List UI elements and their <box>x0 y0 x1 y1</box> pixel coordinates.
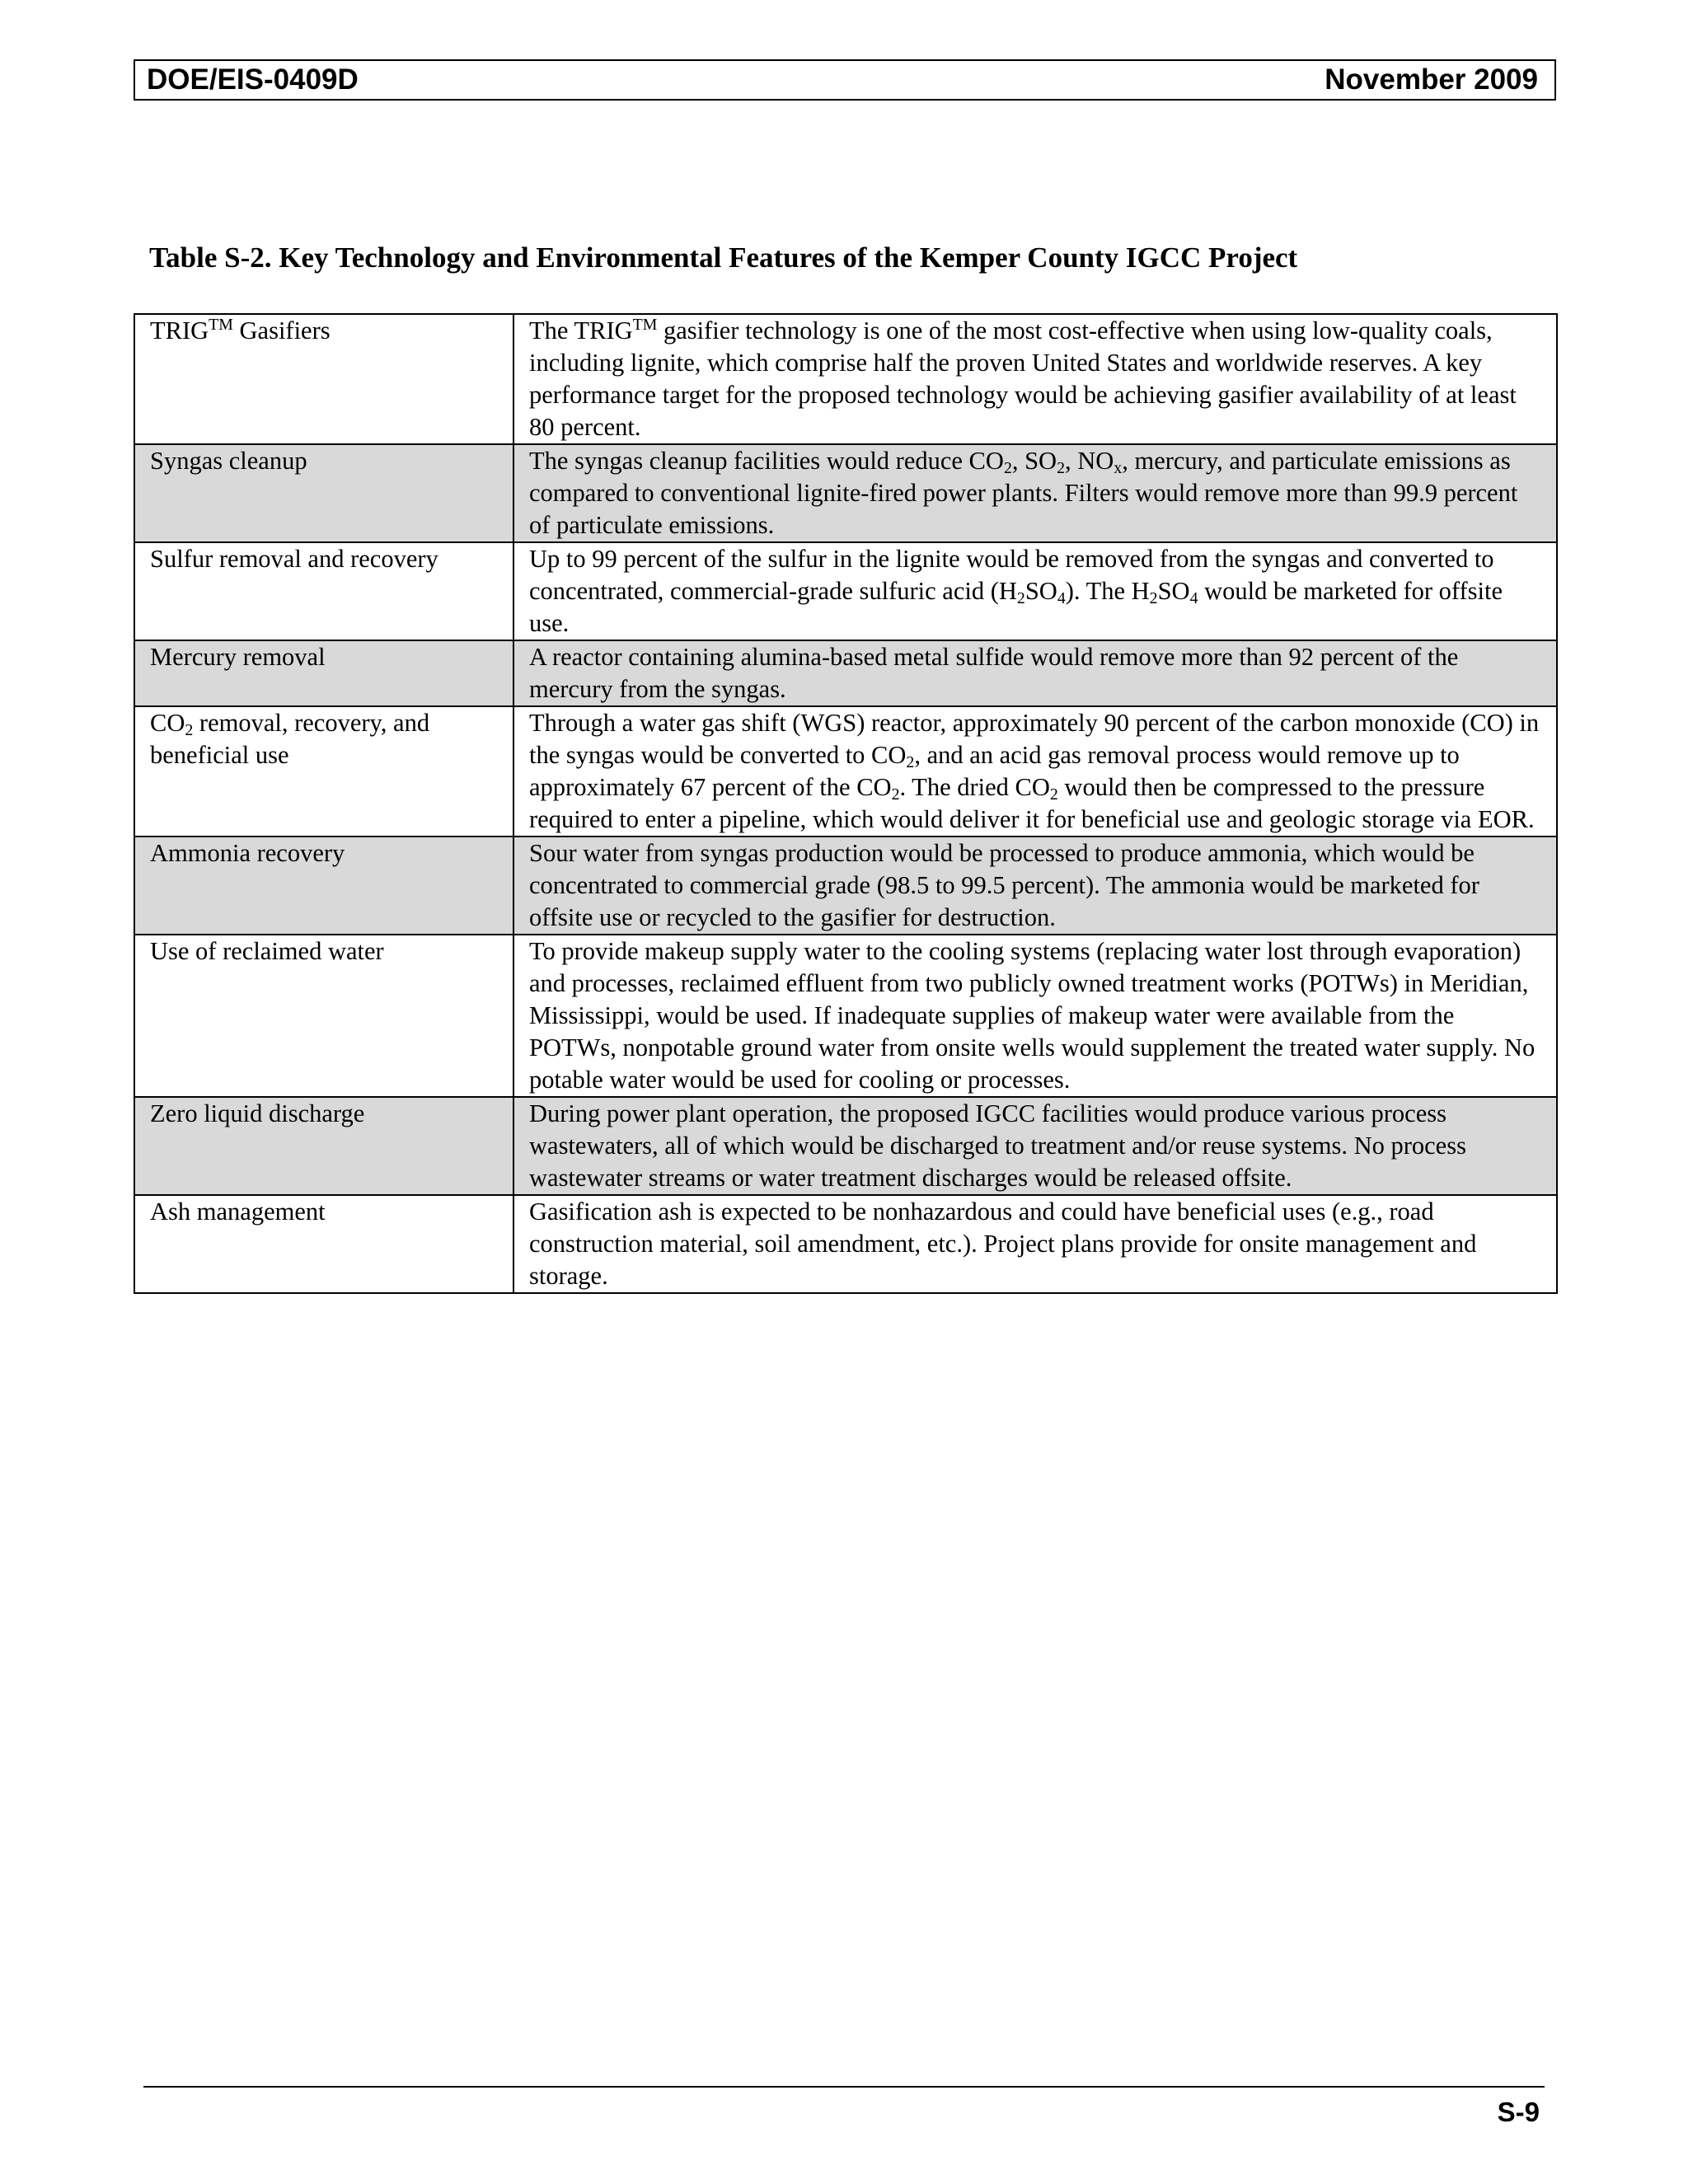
feature-cell: Sulfur removal and recovery <box>134 542 513 640</box>
description-cell: Up to 99 percent of the sulfur in the lignite would be removed from the syngas and converted to concentrated, commercial-grade sulfuric acid $(H_2SO_4)$. The $H_2SO_4$ would be marketed for offsite use. <box>513 542 1557 640</box>
feature-cell: Ammonia recovery <box>134 837 513 935</box>
table-row <box>134 706 1557 837</box>
description-cell: During power plant operation, the proposed IGCC facilities would produce various process wastewaters, all of which would be discharged to treatment and/or reuse systems. No process wastewater streams or water treatment discharges would be released offsite. <box>513 1097 1557 1195</box>
table-row <box>134 935 1557 1097</box>
description-cell: Gasification ash is expected to be nonhazardous and could have beneficial uses (e.g., road construction material, soil amendment, etc.). Project plans provide for onsite management and storage. <box>513 1195 1557 1293</box>
table-row <box>134 444 1557 542</box>
feature-cell: Zero liquid discharge <box>134 1097 513 1195</box>
description-cell: A reactor containing alumina-based metal sulfide would remove more than 92 percent of the mercury from the syngas. <box>513 640 1557 706</box>
table-row <box>134 837 1557 935</box>
description-cell: Through a water gas shift (WGS) reactor, approximately 90 percent of the carbon monoxide (CO) in the syngas would be converted to $CO_2$, and an acid gas removal process would remove up to approximately 67 percent of the $CO_2$. The dried $CO_2$ would then be compressed to the pressure required to enter a pipeline, which would deliver it for beneficial use and geologic storage via EOR. <box>513 706 1557 837</box>
features-table <box>134 313 1558 1294</box>
description-cell: To provide makeup supply water to the cooling systems (replacing water lost through evaporation) and processes, reclaimed effluent from two publicly owned treatment works (POTWs) in Meridian, Mississippi, would be used. If inadequate supplies of makeup water were available from the POTWs, nonpotable ground water from onsite wells would supplement the treated water supply. No potable water would be used for cooling or processes. <box>513 935 1557 1097</box>
table-row <box>134 314 1557 444</box>
feature-cell: Mercury removal <box>134 640 513 706</box>
feature-cell: Ash management <box>134 1195 513 1293</box>
document-date: November 2009 <box>1325 63 1538 96</box>
feature-cell: Use of reclaimed water <box>134 935 513 1097</box>
feature-cell: $CO_2$ removal, recovery, and beneficial use <box>134 706 513 837</box>
table-title: Table S-2. Key Technology and Environmental Features of the Kemper County IGCC Project <box>149 241 1298 274</box>
description-cell: Sour water from syngas production would be processed to produce ammonia, which would be concentrated to commercial grade (98.5 to 99.5 percent). The ammonia would be marketed for offsite use or recycled to the gasifier for destruction. <box>513 837 1557 935</box>
document-id: DOE/EIS-0409D <box>147 63 359 96</box>
table-row <box>134 1097 1557 1195</box>
footer-divider <box>143 2086 1545 2088</box>
table-row <box>134 542 1557 640</box>
description-cell: The TRIG™ gasifier technology is one of the most cost-effective when using low-quality coals, including lignite, which comprise half the proven United States and worldwide reserves. A key performance target for the proposed technology would be achieving gasifier availability of at least 80 percent. <box>513 314 1557 444</box>
page-number: S-9 <box>1497 2097 1540 2127</box>
description-cell: The syngas cleanup facilities would reduce $CO_2$, $SO_2$, $NO_x$, mercury, and particulate emissions as compared to conventional lignite-fired power plants. Filters would remove more than 99.9 percent of particulate emissions. <box>513 444 1557 542</box>
table-row <box>134 1195 1557 1293</box>
page-header <box>134 59 1556 101</box>
feature-cell: TRIG™ Gasifiers <box>134 314 513 444</box>
table-row <box>134 640 1557 706</box>
feature-cell: Syngas cleanup <box>134 444 513 542</box>
